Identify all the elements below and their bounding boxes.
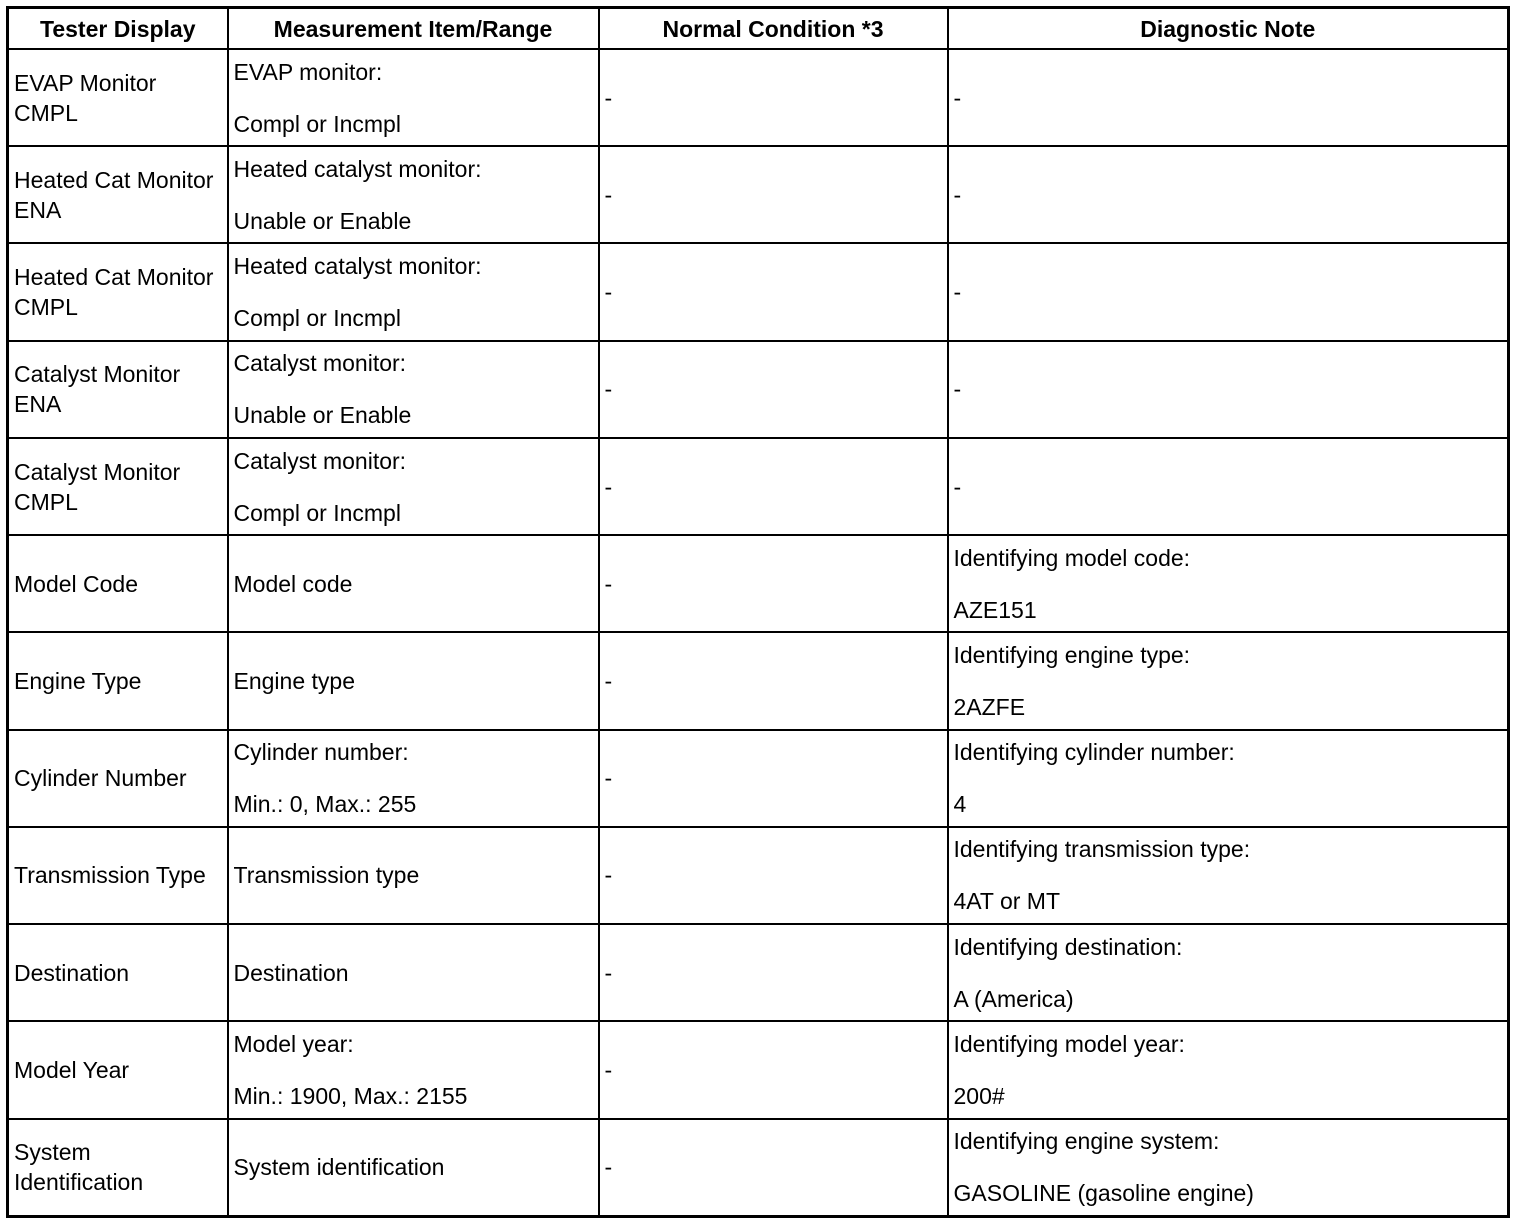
diagnostic-note-value: 200# xyxy=(953,1082,1005,1109)
tester-display-cell: Destination xyxy=(8,924,228,1021)
tester-display-cell: Cylinder Number xyxy=(8,730,228,827)
measurement-item-label: Catalyst monitor: xyxy=(233,447,407,474)
measurement-range: Min.: 1900, Max.: 2155 xyxy=(233,1082,468,1109)
measurement-item-cell xyxy=(228,1021,599,1118)
table-row xyxy=(8,146,1509,243)
measurement-item-cell xyxy=(228,243,599,340)
normal-condition-cell: - xyxy=(599,535,948,632)
normal-condition-cell: - xyxy=(599,49,948,146)
normal-condition-cell: - xyxy=(599,341,948,438)
diagnostic-note-value: 4AT or MT xyxy=(953,888,1060,915)
measurement-range: Min.: 0, Max.: 255 xyxy=(233,791,417,818)
measurement-item-cell xyxy=(228,730,599,827)
measurement-item-cell xyxy=(228,632,599,729)
measurement-item-cell xyxy=(228,49,599,146)
measurement-range: Unable or Enable xyxy=(233,402,412,429)
measurement-range: Unable or Enable xyxy=(233,207,412,234)
tester-display-cell: Heated Cat Monitor CMPL xyxy=(8,243,228,340)
header-normal-condition: Normal Condition *3 xyxy=(599,8,948,50)
diagnostic-note-value: 2AZFE xyxy=(953,694,1026,721)
table-row xyxy=(8,827,1509,924)
table-row xyxy=(8,924,1509,1021)
header-diagnostic-note: Diagnostic Note xyxy=(948,8,1509,50)
normal-condition-cell: - xyxy=(599,632,948,729)
diagnostic-note-label: Identifying engine system: xyxy=(953,1128,1220,1155)
measurement-item-label: Cylinder number: xyxy=(233,739,409,766)
diagnostic-note-cell xyxy=(948,1119,1509,1217)
table-row xyxy=(8,49,1509,146)
tester-display-cell: System Identification xyxy=(8,1119,228,1217)
data-monitor-table xyxy=(6,6,1510,1218)
header-row xyxy=(8,8,1509,50)
diagnostic-note-cell xyxy=(948,535,1509,632)
measurement-item-label: Catalyst monitor: xyxy=(233,350,407,377)
diagnostic-note-cell xyxy=(948,1021,1509,1118)
measurement-item-label: System identification xyxy=(233,1154,445,1181)
measurement-item-label: Heated catalyst monitor: xyxy=(233,155,482,182)
diagnostic-note-cell: - xyxy=(948,243,1509,340)
measurement-item-cell xyxy=(228,146,599,243)
table-row xyxy=(8,438,1509,535)
diagnostic-note-label: Identifying model year: xyxy=(953,1030,1185,1057)
diagnostic-note-cell: - xyxy=(948,341,1509,438)
table-row xyxy=(8,341,1509,438)
diagnostic-note-value: A (America) xyxy=(953,985,1074,1012)
diagnostic-note-value: AZE151 xyxy=(953,596,1037,623)
tester-display-cell: Engine Type xyxy=(8,632,228,729)
table-row xyxy=(8,243,1509,340)
measurement-item-cell xyxy=(228,535,599,632)
diagnostic-note-label: Identifying transmission type: xyxy=(953,836,1251,863)
table-row xyxy=(8,1119,1509,1217)
measurement-item-cell xyxy=(228,341,599,438)
tester-display-cell: EVAP Monitor CMPL xyxy=(8,49,228,146)
measurement-item-cell xyxy=(228,1119,599,1217)
table-body xyxy=(8,49,1509,1217)
table-row xyxy=(8,1021,1509,1118)
measurement-range: Compl or Incmpl xyxy=(233,499,401,526)
diagnostic-note-cell xyxy=(948,632,1509,729)
measurement-item-cell xyxy=(228,827,599,924)
normal-condition-cell: - xyxy=(599,1119,948,1217)
normal-condition-cell: - xyxy=(599,438,948,535)
normal-condition-cell: - xyxy=(599,243,948,340)
diagnostic-note-label: Identifying engine type: xyxy=(953,642,1191,669)
normal-condition-cell: - xyxy=(599,827,948,924)
diagnostic-note-cell: - xyxy=(948,438,1509,535)
tester-display-cell: Heated Cat Monitor ENA xyxy=(8,146,228,243)
table-row xyxy=(8,632,1509,729)
diagnostic-note-value: GASOLINE (gasoline engine) xyxy=(953,1180,1254,1207)
measurement-item-label: Model year: xyxy=(233,1030,354,1057)
tester-display-cell: Model Year xyxy=(8,1021,228,1118)
table-row xyxy=(8,535,1509,632)
table-row xyxy=(8,730,1509,827)
tester-display-cell: Catalyst Monitor CMPL xyxy=(8,438,228,535)
tester-display-cell: Model Code xyxy=(8,535,228,632)
diagnostic-note-label: Identifying cylinder number: xyxy=(953,739,1235,766)
normal-condition-cell: - xyxy=(599,146,948,243)
diagnostic-note-cell xyxy=(948,924,1509,1021)
measurement-item-label: EVAP monitor: xyxy=(233,58,383,85)
measurement-item-label: Transmission type xyxy=(233,862,420,889)
measurement-range: Compl or Incmpl xyxy=(233,110,401,137)
diagnostic-note-label: Identifying model code: xyxy=(953,544,1191,571)
header-measurement-item: Measurement Item/Range xyxy=(228,8,599,50)
measurement-item-label: Destination xyxy=(233,959,349,986)
measurement-item-label: Heated catalyst monitor: xyxy=(233,253,482,280)
header-tester-display: Tester Display xyxy=(8,8,228,50)
measurement-item-cell xyxy=(228,924,599,1021)
normal-condition-cell: - xyxy=(599,730,948,827)
diagnostic-note-cell xyxy=(948,827,1509,924)
normal-condition-cell: - xyxy=(599,1021,948,1118)
measurement-range: Compl or Incmpl xyxy=(233,305,401,332)
measurement-item-label: Engine type xyxy=(233,668,355,695)
tester-display-cell: Transmission Type xyxy=(8,827,228,924)
diagnostic-note-cell xyxy=(948,730,1509,827)
diagnostic-note-cell: - xyxy=(948,146,1509,243)
tester-display-cell: Catalyst Monitor ENA xyxy=(8,341,228,438)
measurement-item-label: Model code xyxy=(233,570,353,597)
diagnostic-note-label: Identifying destination: xyxy=(953,933,1183,960)
diagnostic-note-cell: - xyxy=(948,49,1509,146)
normal-condition-cell: - xyxy=(599,924,948,1021)
measurement-item-cell xyxy=(228,438,599,535)
diagnostic-note-value: 4 xyxy=(953,791,967,818)
